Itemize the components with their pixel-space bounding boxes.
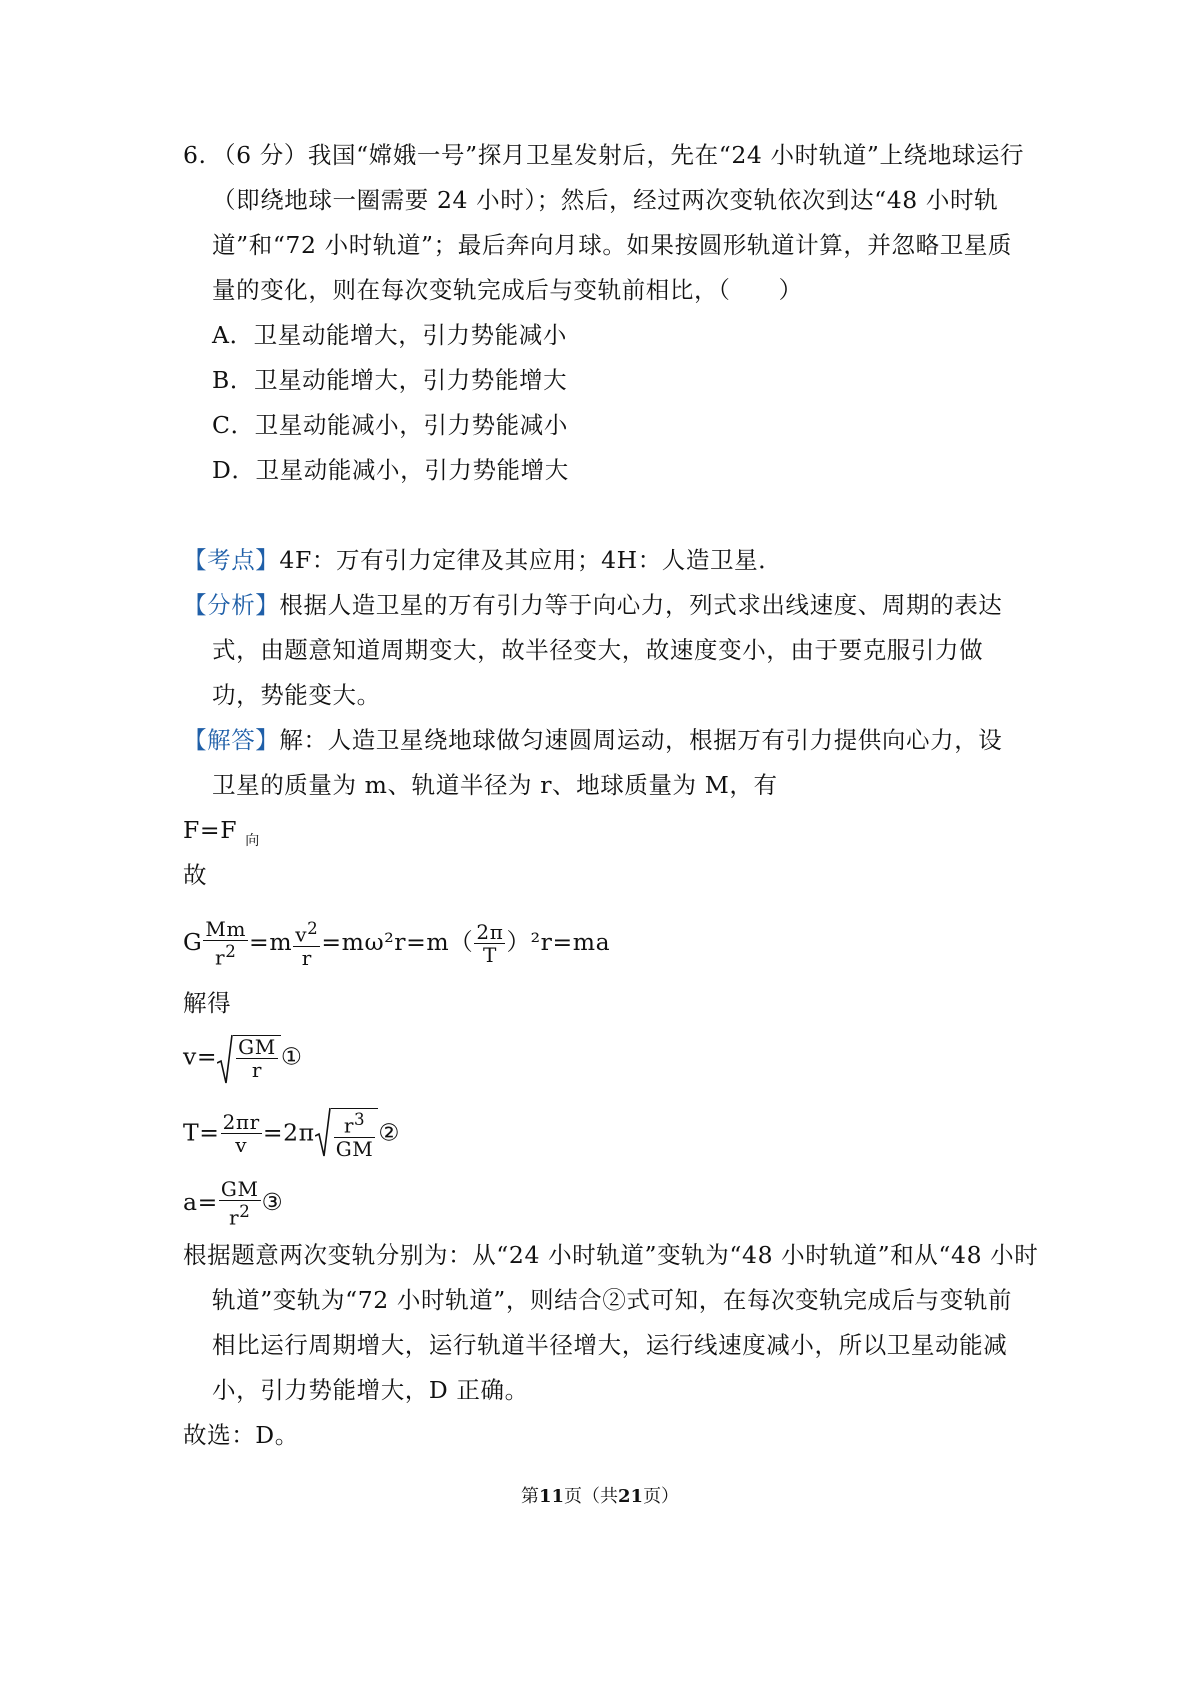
footer-prefix: 第 <box>520 1486 539 1507</box>
option-c: C．卫星动能减小，引力势能减小 <box>212 411 568 439</box>
fraction-den: T <box>482 942 497 967</box>
circled-two: ② <box>378 1118 401 1147</box>
num-sup: 3 <box>354 1110 366 1129</box>
num-v: v <box>295 922 308 947</box>
circled-three: ③ <box>261 1187 284 1216</box>
conclusion-line-4: 小，引力势能增大，D 正确。 <box>212 1376 529 1404</box>
eq2-mid: =mω²r=m（ <box>321 927 474 956</box>
footer-total-pages: 21 <box>618 1486 644 1507</box>
question-line-2: （即绕地球一圈需要 24 小时）；然后，经过两次变轨依次到达“48 小时轨 <box>212 186 999 214</box>
fraction-den <box>219 1201 261 1229</box>
footer-page-number: 11 <box>538 1486 564 1507</box>
den-sup: 2 <box>225 942 237 961</box>
equation-force <box>183 815 260 856</box>
fraction-den <box>203 941 248 969</box>
jieda-line-1 <box>183 725 1002 755</box>
fraction-gm-r <box>236 1036 278 1081</box>
question-line-4: 量的变化，则在每次变轨完成后与变轨前相比，（ ） <box>212 276 803 304</box>
den-r: r <box>229 1205 240 1230</box>
conclusion-line-2: 轨道”变轨为“72 小时轨道”，则结合②式可知，在每次变轨完成后与变轨前 <box>212 1286 1013 1314</box>
question-line-1: （6 分）我国“嫦娥一号”探月卫星发射后，先在“24 小时轨道”上绕地球运行 <box>212 141 1025 169</box>
num-r: r <box>343 1113 355 1138</box>
jieda-line-2: 卫星的质量为 m、轨道半径为 r、地球质量为 M，有 <box>212 771 778 799</box>
fraction-gm-r2 <box>219 1178 261 1229</box>
radical-icon <box>217 1033 233 1087</box>
fraction-num <box>334 1109 376 1138</box>
den-r: r <box>215 945 226 970</box>
equation-gravity <box>183 918 610 969</box>
fraction-mm-r2 <box>203 918 248 969</box>
fraction-2pi-t <box>474 921 505 966</box>
equation-force-main: F=F <box>183 816 238 844</box>
fraction-num: 2π <box>476 919 504 944</box>
kaodian-text: 4F：万有引力定律及其应用；4H：人造卫星． <box>279 546 783 574</box>
footer-middle: 页（共 <box>564 1486 618 1507</box>
conclusion-line-1: 根据题意两次变轨分别为：从“24 小时轨道”变轨为“48 小时轨道”和从“48 小时 <box>183 1241 1039 1269</box>
final-answer: 故选：D。 <box>183 1421 299 1449</box>
kaodian-tag: 【考点】 <box>183 546 280 574</box>
eq2-eq-m: =m <box>249 927 293 956</box>
footer-suffix: 页） <box>643 1486 680 1507</box>
fraction-num: GM <box>220 1177 259 1201</box>
fenxi-line-3: 功，势能变大。 <box>212 681 381 709</box>
fraction-num: GM <box>238 1035 276 1059</box>
fenxi-line-1 <box>183 590 1002 620</box>
fenxi-line-2: 式，由题意知道周期变大，故半径变大，故速度变小，由于要克服引力做 <box>212 636 984 664</box>
eq2-g: G <box>183 927 203 956</box>
sqrt-content <box>233 1035 281 1081</box>
fraction-den: v <box>235 1133 248 1158</box>
question-line-3: 道”和“72 小时轨道”；最后奔向月球。如果按圆形轨道计算，并忽略卫星质 <box>212 231 1013 259</box>
option-a: A．卫星动能增大，引力势能减小 <box>212 321 567 349</box>
fraction-2pir-v <box>221 1111 262 1156</box>
sqrt-sign <box>315 1108 379 1160</box>
option-d: D．卫星动能减小，引力势能增大 <box>212 456 569 484</box>
sqrt-content <box>331 1108 379 1160</box>
eq-v-lhs: v= <box>183 1042 218 1071</box>
fraction-num: Mm <box>205 917 247 941</box>
fraction-r3-gm <box>334 1109 376 1160</box>
fraction-den: GM <box>335 1136 374 1161</box>
fraction-num: 2πr <box>222 1110 260 1135</box>
fraction-den: r <box>251 1058 263 1082</box>
equation-velocity <box>183 1035 303 1081</box>
jieda-tag: 【解答】 <box>183 726 280 754</box>
equation-force-subscript: 向 <box>245 833 260 849</box>
num-sup: 2 <box>307 919 319 938</box>
radical-icon <box>315 1106 331 1160</box>
eq-t-mid: =2π <box>262 1118 315 1147</box>
eq2-tail: ）²r=ma <box>506 927 611 956</box>
page-footer <box>0 1482 1200 1508</box>
conclusion-line-3: 相比运行周期增大，运行轨道半径增大，运行线速度减小，所以卫星动能减 <box>212 1331 1008 1359</box>
eq-t-lhs: T= <box>183 1118 220 1147</box>
kaodian-line <box>183 545 782 575</box>
fraction-v2-r <box>293 918 320 969</box>
fenxi-text-1: 根据人造卫星的万有引力等于向心力，列式求出线速度、周期的表达 <box>279 591 1003 619</box>
option-b: B．卫星动能增大，引力势能增大 <box>212 366 568 394</box>
fenxi-tag: 【分析】 <box>183 591 280 619</box>
jiede-text: 解得 <box>183 989 232 1017</box>
equation-period <box>183 1108 400 1160</box>
question-number: 6. <box>183 141 207 169</box>
fraction-den: r <box>301 945 312 970</box>
equation-acceleration <box>183 1178 283 1229</box>
fraction-num <box>293 918 320 947</box>
eq-a-lhs: a= <box>183 1187 218 1216</box>
den-sup: 2 <box>239 1202 251 1221</box>
jieda-text-1: 解：人造卫星绕地球做匀速圆周运动，根据万有引力提供向心力，设 <box>279 726 1003 754</box>
gu-text: 故 <box>183 861 208 889</box>
sqrt-sign <box>217 1035 281 1081</box>
circled-one: ① <box>280 1042 303 1071</box>
